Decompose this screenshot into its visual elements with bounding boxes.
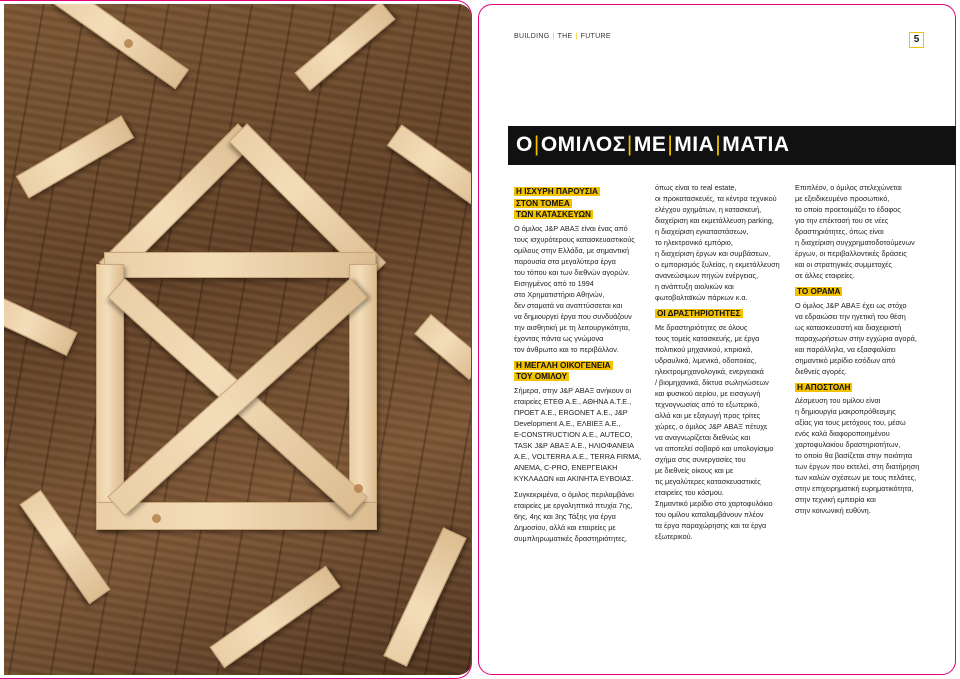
title-separator: |: [667, 133, 674, 156]
text-line: Εισηγμένος από το 1994: [514, 278, 594, 288]
text-line: η δημιουργία μακροπρόθεσμης: [795, 407, 896, 416]
breadcrumb-item: FUTURE: [580, 33, 611, 40]
text-line: Ο όμιλος J&P ΑΒΑΞ έχει ως στόχο: [795, 300, 907, 310]
text-line: Α.Ε., VOLTERRA Α.Ε., TERRA FIRMA,: [514, 451, 642, 461]
text-line: σε άλλες εταιρείες.: [795, 271, 855, 280]
title-word: ΜΕ: [633, 133, 667, 156]
breadcrumb: [514, 33, 611, 40]
text-line: δεν σταματά να αναπτύσσεται και: [514, 300, 623, 310]
heading-line: ΟΙ ΔΡΑΣΤΗΡΙΟΤΗΤΕΣ: [657, 309, 741, 318]
text-line: έχοντας πάντα ως γνώμονα: [514, 333, 604, 343]
section-heading-activities: [655, 308, 789, 320]
heading-line: ΤΟΥ ΟΜΙΛΟΥ: [516, 372, 568, 381]
text-line: TASK J&P ΑΒΑΞ Α.Ε., ΗΛΙΟΦΑΝΕΙΑ: [514, 440, 634, 450]
text-line: την αισθητική με τη λειτουργικότητα,: [514, 322, 631, 332]
house-bottom-beam: [96, 502, 377, 530]
text-line: αλλά και με εξαγωγή προς τρίτες: [655, 410, 761, 420]
breadcrumb-item: THE: [557, 33, 573, 40]
text-line: διαχείριση και εκμετάλλευση parking,: [655, 216, 774, 225]
text-line: χώρες, ο όμιλος J&P ΑΒΑΞ πέτυχε: [655, 421, 768, 431]
breadcrumb-item: BUILDING: [514, 33, 550, 40]
text-line: ως κατασκευαστή και διαχειριστή: [795, 322, 902, 332]
heading-line: Η ΑΠΟΣΤΟΛΗ: [797, 382, 851, 392]
breadcrumb-separator: |: [552, 33, 555, 40]
text-line: εταιρείες του κόσμου.: [655, 487, 724, 497]
wood-knot: [354, 484, 363, 493]
text-line: των καλών σχέσεων με τους πελάτες,: [795, 473, 917, 482]
section-heading-mission: [795, 382, 935, 394]
text-line: Δέσμευση του ομίλου είναι: [795, 396, 881, 405]
paragraph: [514, 489, 648, 544]
text-line: και παράλληλα, να εξασφαλίσει: [795, 344, 896, 354]
text-line: τις μεγαλύτερες κατασκευαστικές: [655, 476, 761, 486]
text-line: σημαντικό μερίδιο εσόδων από: [795, 355, 896, 365]
text-line: του ομίλου καταλαμβάνουν πλέον: [655, 509, 764, 519]
paragraph: [655, 322, 789, 542]
text-line: και οι στρατηγικές συμμετοχές: [795, 260, 892, 269]
text-line: στην κοινωνική ευθύνη.: [795, 506, 871, 515]
text-line: Με δραστηριότητες σε όλους: [655, 322, 748, 332]
heading-line: ΤΩΝ ΚΑΤΑΣΚΕΥΩΝ: [516, 210, 591, 219]
text-line: εταιρείες ΕΤΕΘ Α.Ε., ΑΘΗΝΑ Α.Τ.Ε.,: [514, 396, 632, 406]
text-line: πολιτικού μηχανικού, κτιριακά,: [655, 344, 753, 354]
section-heading-presence: [514, 186, 648, 221]
title-word: ΜΙΑ: [674, 133, 715, 156]
text-line: οι προκατασκευές, τα κέντρα τεχνικού: [655, 194, 777, 203]
text-line: E-CONSTRUCTION Α.Ε., AUTECO,: [514, 429, 633, 439]
text-line: η διαχείριση εγκαταστάσεων,: [655, 227, 749, 236]
text-line: των έργων που εκτελεί, στη διατήρηση: [795, 462, 920, 471]
section-heading-family: [514, 360, 648, 383]
text-line: στην τεχνική εμπειρία και: [795, 495, 876, 504]
title-word: Ο: [516, 133, 533, 156]
text-line: με διεθνείς οίκους και με: [655, 465, 734, 475]
text-column-1: [514, 182, 648, 549]
text-line: ο εμπορισμός ξυλείας, η εκμετάλλευση: [655, 260, 780, 269]
text-line: Σήμερα, στην J&P ΑΒΑΞ ανήκουν οι: [514, 385, 632, 395]
text-line: Συγκεκριμένα, ο όμιλος περιλαμβάνει: [514, 489, 634, 499]
text-line: υδραυλικά, λιμενικά, οδοποιίας,: [655, 355, 757, 365]
text-line: φωτοβολταϊκών πάρκων κ.α.: [655, 293, 748, 302]
text-line: δραστηριότητες, όπως είναι: [795, 227, 884, 236]
text-line: αξίας για τους μετόχους του, μέσω: [795, 418, 906, 427]
text-line: τα έργα παραχώρησης και τα έργα: [655, 520, 767, 530]
wood-house-photo: [4, 4, 472, 675]
text-line: τεχνογνωσίας από το εξωτερικό,: [655, 399, 760, 409]
text-line: να αναγνωρίζεται διεθνώς και: [655, 432, 751, 442]
text-line: για την επέκτασή του σε νέες: [795, 216, 889, 225]
text-line: να εδραιώσει την ηγετική του θέση: [795, 311, 906, 321]
paragraph: [795, 300, 935, 377]
text-line: να αποτελεί σοβαρό και υπολογίσιμο: [655, 443, 774, 453]
text-line: διεθνείς αγορές.: [795, 366, 847, 376]
text-line: ηλεκτρομηχανολογικά, ενεργειακά: [655, 366, 764, 376]
text-line: Ο όμιλος J&P ΑΒΑΞ είναι ένας από: [514, 223, 628, 233]
text-line: ΚΥΚΛΑΔΩΝ και ΑΚΙΝΗΤΑ ΕΥΒΟΙΑΣ.: [514, 473, 634, 483]
text-line: ενός καλά διαφοροποιημένου: [795, 429, 890, 438]
text-line: του τόπου και των διεθνών αγορών.: [514, 267, 630, 277]
text-line: Development Α.Ε., ΕΛΒΙΕΞ Α.Ε.,: [514, 418, 621, 428]
text-line: παραχωρήσεων στην εγχώρια αγορά,: [795, 333, 917, 343]
text-line: ΑΝΕΜΑ, C-PRO, ΕΝΕΡΓΕΙΑΚΗ: [514, 462, 618, 472]
text-line: το ηλεκτρονικό εμπόριο,: [655, 238, 733, 247]
text-line: η διαχείριση έργων και συμβάσεων,: [655, 249, 771, 258]
text-line: / βιομηχανικά, δίκτυα σωληνώσεων: [655, 377, 769, 387]
text-line: τον άνθρωπο και το περιβάλλον.: [514, 344, 619, 354]
paragraph: [514, 223, 648, 355]
text-line: τους ισχυρότερους κατασκευαστικούς: [514, 234, 635, 244]
text-column-2: [655, 182, 789, 547]
text-line: 6ης, 4ης και 3ης Τάξης για έργα: [514, 511, 616, 521]
title-separator: |: [626, 133, 633, 156]
paragraph: [795, 182, 935, 281]
title-separator: |: [533, 133, 540, 156]
heading-line: ΤΟ ΟΡΑΜΑ: [797, 287, 841, 296]
text-line: ΠΡΟΕΤ Α.Ε., ERGONET Α.Ε., J&P: [514, 407, 628, 417]
text-line: στο Χρηματιστήριο Αθηνών,: [514, 289, 605, 299]
page-number: 5: [909, 32, 924, 48]
text-line: και φυσικού αερίου, με εισαγωγή: [655, 388, 761, 398]
text-line: η ανάπτυξη αιολικών και: [655, 282, 734, 291]
text-line: τους τομείς κατασκευής, με έργα: [655, 333, 760, 343]
text-line: εταιρείες με εργοληπτικά πτυχία 7ης,: [514, 500, 633, 510]
text-line: το οποίο θα βασίζεται στην ποιότητα: [795, 451, 913, 460]
text-line: στην επιχειρηματική ευρηματικότητα,: [795, 484, 914, 493]
house-top-beam: [104, 252, 376, 278]
text-line: ελέγχου οχημάτων, η κατασκευή,: [655, 205, 762, 214]
title-banner: [508, 126, 956, 165]
text-line: Επιπλέον, ο όμιλος στελεχώνεται: [795, 183, 902, 192]
text-line: παρουσία στα μεγαλύτερα έργα: [514, 256, 616, 266]
paragraph: [514, 385, 648, 484]
text-line: εξωτερικού.: [655, 531, 693, 541]
text-line: όπως είναι το real estate,: [655, 183, 737, 192]
text-line: το οποίο προετοιμάζει το έδαφος: [795, 205, 901, 214]
text-line: με εξειδικευμένο προσωπικό,: [795, 194, 890, 203]
wood-knot: [152, 514, 161, 523]
paragraph: [795, 395, 935, 516]
title-word: ΟΜΙΛΟΣ: [540, 133, 626, 156]
text-column-3: [795, 182, 935, 521]
text-line: να δημιουργεί έργα που συνδυάζουν: [514, 311, 632, 321]
text-line: σχήμα στις συνεργασίες του: [655, 454, 746, 464]
text-line: ομίλους στην Ελλάδα, με σημαντική: [514, 245, 630, 255]
title-separator: |: [715, 133, 722, 156]
wood-knot: [124, 39, 133, 48]
text-line: ανανεώσιμων πηγών ενέργειας,: [655, 271, 759, 280]
heading-line: Η ΙΣΧΥΡΗ ΠΑΡΟΥΣΙΑ: [516, 187, 598, 196]
breadcrumb-separator: |: [575, 33, 578, 40]
title-word: ΜΑΤΙΑ: [722, 133, 790, 156]
text-line: Σημαντικό μερίδιο στο χαρτοφυλάκιο: [655, 498, 773, 508]
text-line: η διαχείριση συγχρηματοδοτούμενων: [795, 238, 915, 247]
heading-line: ΣΤΟΝ ΤΟΜΕΑ: [516, 198, 570, 208]
text-line: Δημοσίου, αλλά και εταιρείες με: [514, 522, 616, 532]
heading-line: Η ΜΕΓΑΛΗ ΟΙΚΟΓΕΝΕΙΑ: [516, 360, 611, 370]
text-line: χαρτοφυλακίου δραστηριοτήτων,: [795, 440, 901, 449]
section-heading-vision: [795, 286, 935, 298]
text-line: συμπληρωματικές δραστηριότητες,: [514, 533, 627, 543]
text-line: έργων, οι περιβαλλοντικές δράσεις: [795, 249, 907, 258]
paragraph: [655, 182, 789, 303]
page-title: [516, 133, 790, 157]
